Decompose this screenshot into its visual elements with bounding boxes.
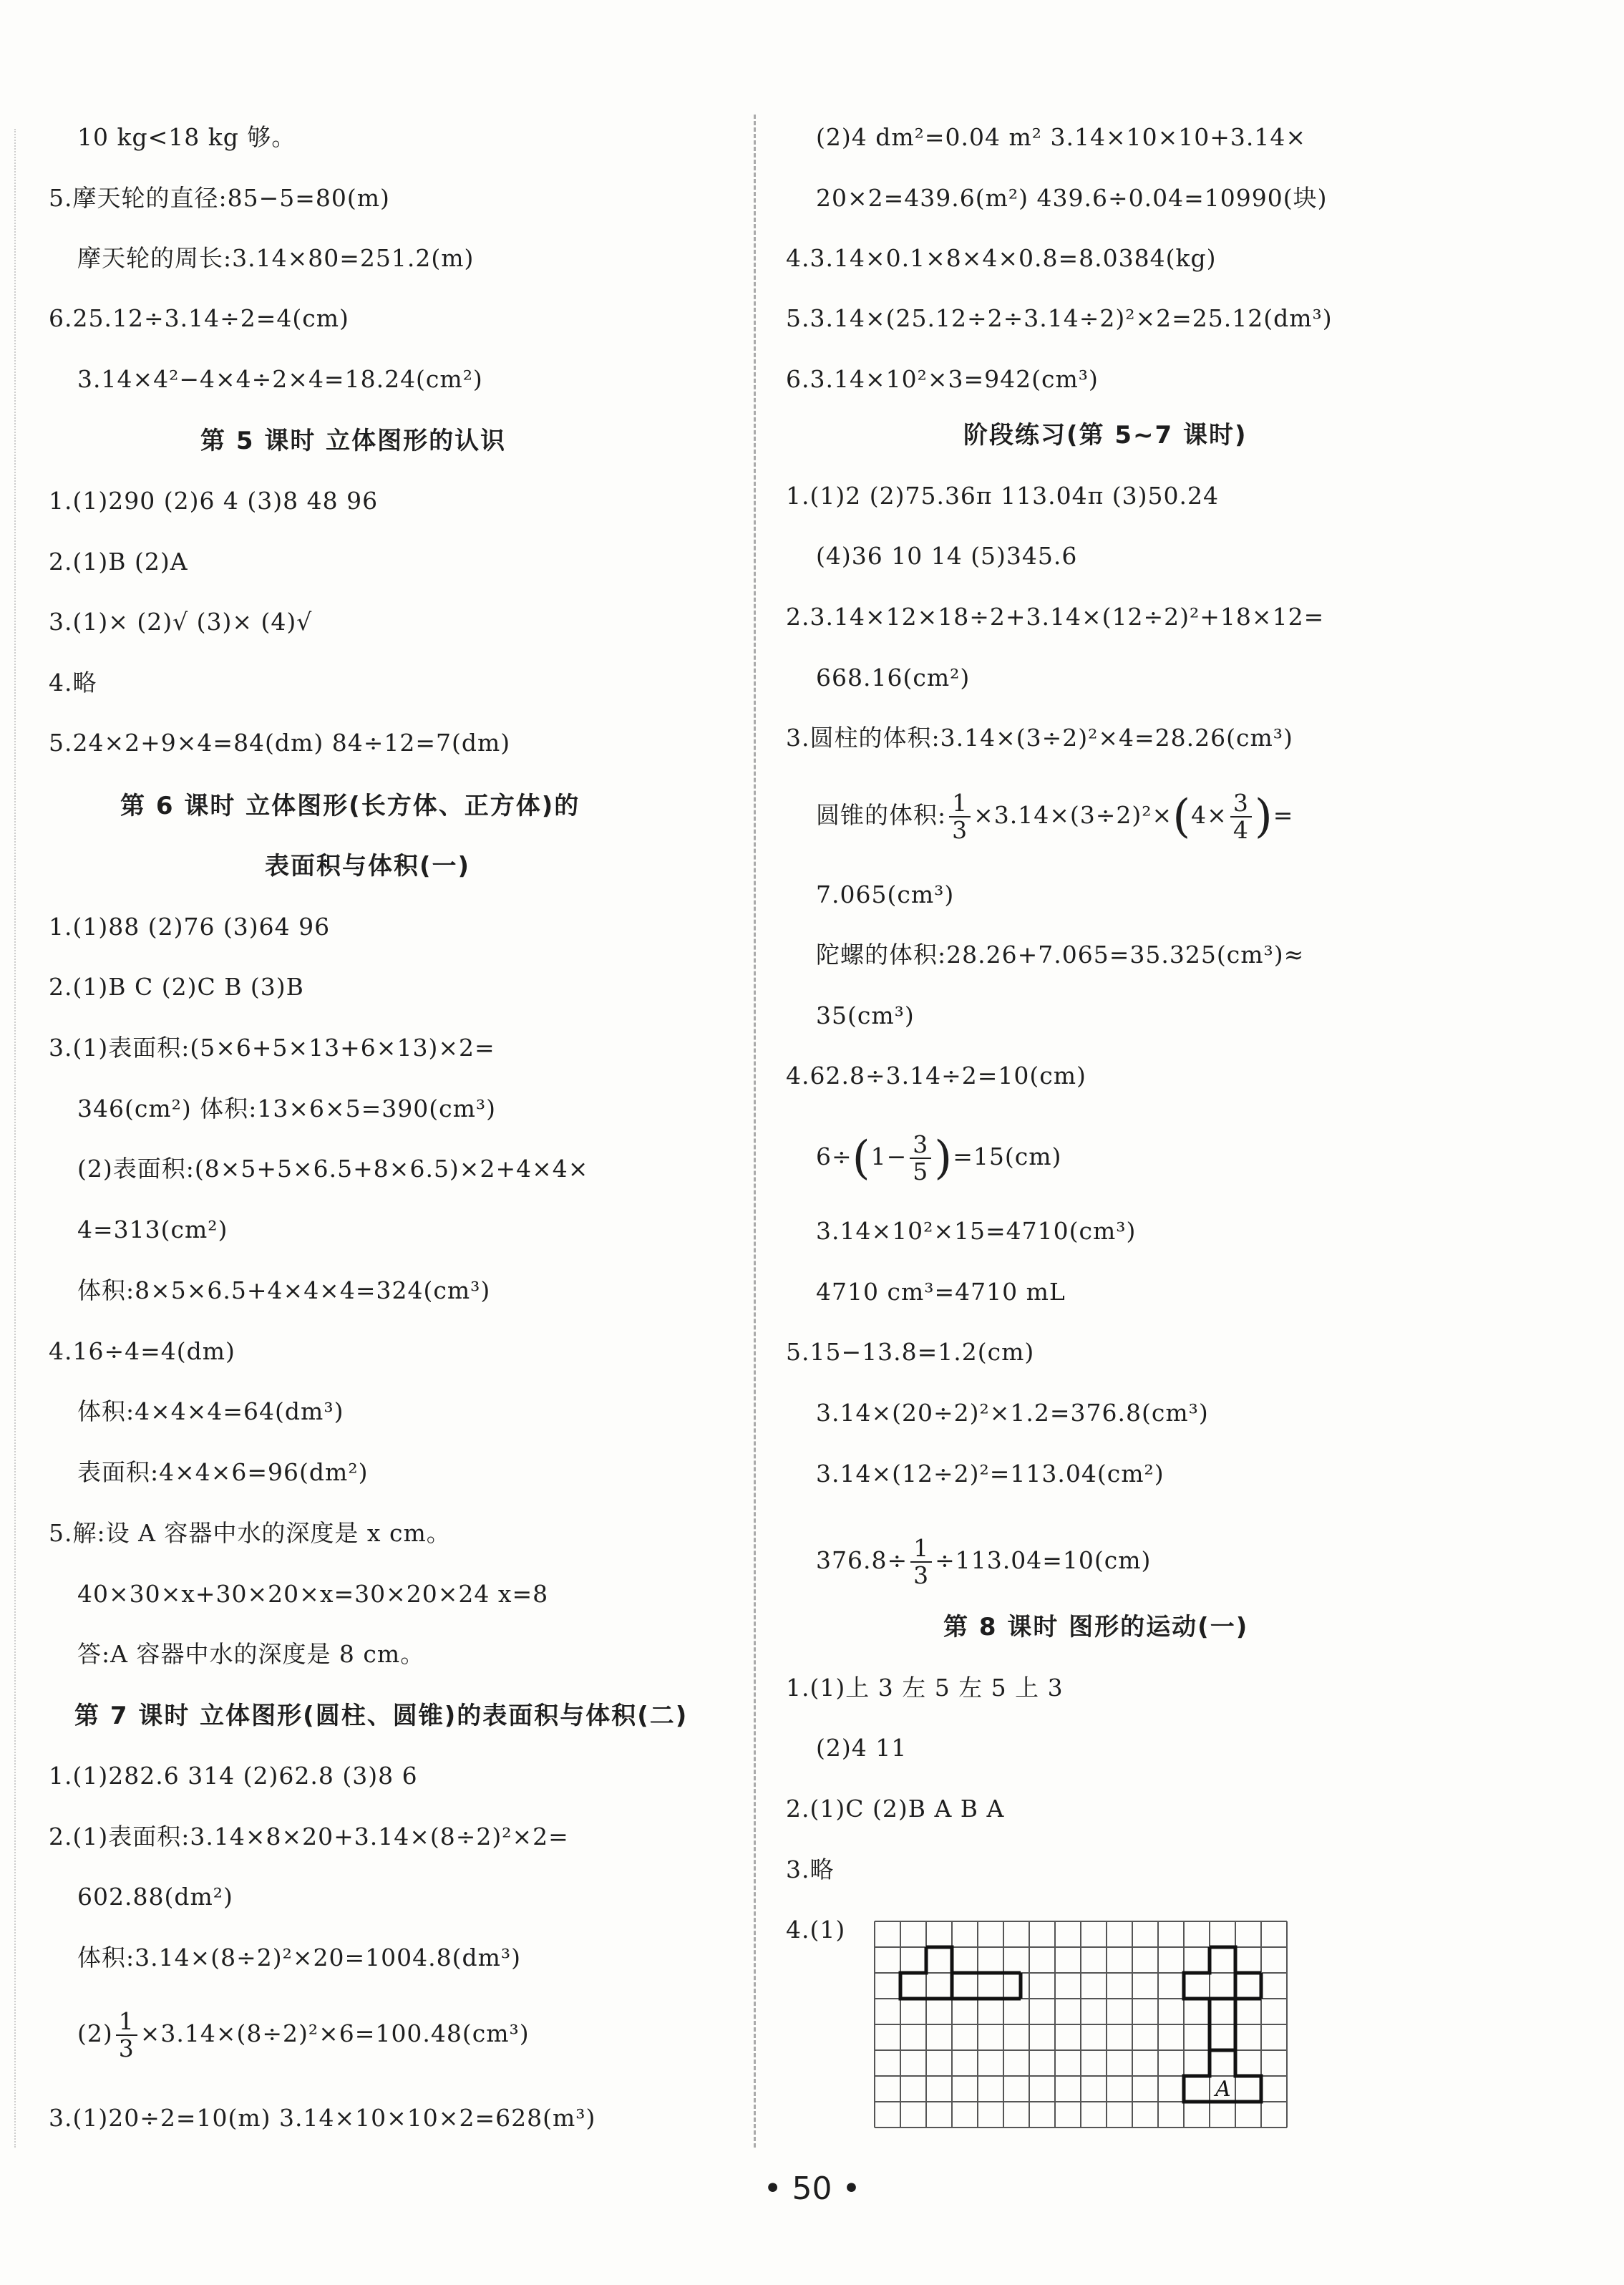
section-heading: 表面积与体积(一) <box>265 852 471 880</box>
text-line: 3.圆柱的体积:3.14×(3÷2)²×4=28.26(cm³) <box>786 724 1293 752</box>
section-heading: 第 8 课时 图形的运动(一) <box>943 1613 1249 1641</box>
text-line: 4.16÷4=4(dm) <box>49 1337 235 1365</box>
text-line: 20×2=439.6(m²) 439.6÷0.04=10990(块) <box>816 184 1328 212</box>
text-line: 5.摩天轮的直径:85−5=80(m) <box>49 184 390 212</box>
text-fragment: 6÷ <box>816 1142 852 1170</box>
numerator: 1 <box>949 790 971 818</box>
text-fragment: (2) <box>77 2019 113 2047</box>
shape-left <box>900 1947 1021 1999</box>
grid-svg <box>866 1913 1300 2135</box>
text-line: 7.065(cm³) <box>816 880 955 908</box>
text-fragment: = <box>1273 801 1294 829</box>
denominator: 3 <box>118 2034 135 2062</box>
numerator: 1 <box>910 1536 932 1563</box>
fraction <box>949 790 971 843</box>
text-line: (4)36 10 14 (5)345.6 <box>816 542 1078 570</box>
text-line: 346(cm²) 体积:13×6×5=390(cm³) <box>77 1095 497 1122</box>
text-line: 3.14×(12÷2)²=113.04(cm²) <box>816 1460 1164 1488</box>
text-fragment: 圆锥的体积: <box>816 801 947 829</box>
text-line: 5.24×2+9×4=84(dm) 84÷12=7(dm) <box>49 729 511 757</box>
text-line: 陀螺的体积:28.26+7.065=35.325(cm³)≈ <box>816 941 1305 969</box>
text-line: 2.3.14×12×18÷2+3.14×(12÷2)²+18×12= <box>786 603 1325 631</box>
text-line: 答:A 容器中水的深度是 8 cm。 <box>77 1640 425 1668</box>
text-line: 4.(1) <box>786 1916 846 1944</box>
text-line: 4.略 <box>49 669 97 697</box>
paren-open: ( <box>852 1132 871 1185</box>
denominator: 3 <box>952 816 968 844</box>
text-line: 4.3.14×0.1×8×4×0.8=8.0384(kg) <box>786 244 1217 272</box>
section-heading: 阶段练习(第 5~7 课时) <box>963 421 1248 450</box>
formula-line <box>816 1536 1151 1588</box>
text-fragment: ×3.14×(8÷2)²×6=100.48(cm³) <box>140 2019 530 2047</box>
text-line: 5.3.14×(25.12÷2÷3.14÷2)²×2=25.12(dm³) <box>786 304 1333 332</box>
fraction <box>116 2009 137 2062</box>
denominator: 5 <box>913 1158 929 1185</box>
text-line: 4.62.8÷3.14÷2=10(cm) <box>786 1062 1086 1090</box>
text-line: 6.25.12÷3.14÷2=4(cm) <box>49 304 349 332</box>
denominator: 3 <box>913 1561 930 1589</box>
fraction <box>1230 790 1252 843</box>
text-line: 2.(1)C (2)B A B A <box>786 1795 1005 1823</box>
text-line: (2)4 dm²=0.04 m² 3.14×10×10+3.14× <box>816 123 1307 151</box>
text-fragment: ÷113.04=10(cm) <box>935 1546 1152 1574</box>
section-heading: 第 5 课时 立体图形的认识 <box>200 427 507 455</box>
numerator: 3 <box>1230 790 1252 818</box>
text-line: 摩天轮的周长:3.14×80=251.2(m) <box>77 244 475 272</box>
text-line: 体积:4×4×4=64(dm³) <box>77 1397 344 1425</box>
text-line: 3.(1)20÷2=10(m) 3.14×10×10×2=628(m³) <box>49 2104 596 2132</box>
page-number: • 50 • <box>763 2170 861 2207</box>
text-line: 表面积:4×4×6=96(dm²) <box>77 1458 369 1486</box>
text-line: 4=313(cm²) <box>77 1216 228 1243</box>
text-fragment: =15(cm) <box>953 1142 1062 1170</box>
fraction <box>910 1132 931 1185</box>
grid-figure <box>866 1913 1300 2138</box>
text-line: 2.(1)表面积:3.14×8×20+3.14×(8÷2)²×2= <box>49 1823 569 1850</box>
text-line: 35(cm³) <box>816 1001 915 1029</box>
text-line: (2)4 11 <box>816 1734 908 1762</box>
text-line: 1.(1)88 (2)76 (3)64 96 <box>49 913 331 941</box>
text-fragment: 4× <box>1191 801 1227 829</box>
text-line: 3.略 <box>786 1855 835 1883</box>
text-line: 体积:8×5×6.5+4×4×4=324(cm³) <box>77 1276 491 1304</box>
text-line: 5.解:设 A 容器中水的深度是 x cm。 <box>49 1519 451 1547</box>
paren-close: ) <box>1254 790 1273 843</box>
text-line: 1.(1)上 3 左 5 左 5 上 3 <box>786 1674 1064 1702</box>
text-line: 2.(1)B (2)A <box>49 548 188 576</box>
text-line: 1.(1)290 (2)6 4 (3)8 48 96 <box>49 487 379 515</box>
paren-open: ( <box>1172 790 1192 843</box>
grid-label-a: A <box>1215 2077 1231 2102</box>
text-line: 40×30×x+30×20×x=30×20×24 x=8 <box>77 1580 549 1608</box>
section-heading: 第 7 课时 立体图形(圆柱、圆锥)的表面积与体积(二) <box>74 1702 689 1730</box>
text-line: 2.(1)B C (2)C B (3)B <box>49 973 304 1001</box>
text-fragment: 1− <box>870 1142 908 1170</box>
fraction <box>910 1536 932 1588</box>
formula-line <box>816 1132 1061 1185</box>
text-line: 6.3.14×10²×3=942(cm³) <box>786 365 1099 393</box>
text-line: 602.88(dm²) <box>77 1883 233 1911</box>
text-line: 3.14×(20÷2)²×1.2=376.8(cm³) <box>816 1399 1209 1427</box>
text-line: 1.(1)282.6 314 (2)62.8 (3)8 6 <box>49 1762 418 1790</box>
text-line: 4710 cm³=4710 mL <box>816 1278 1066 1306</box>
text-line: 5.15−13.8=1.2(cm) <box>786 1338 1035 1366</box>
paren-close: ) <box>934 1132 953 1185</box>
numerator: 3 <box>910 1132 931 1159</box>
text-fragment: ×3.14×(3÷2)²× <box>973 801 1173 829</box>
section-heading: 第 6 课时 立体图形(长方体、正方体)的 <box>120 792 580 820</box>
text-line: 3.14×4²−4×4÷2×4=18.24(cm²) <box>77 365 483 393</box>
text-line: 668.16(cm²) <box>816 664 971 692</box>
text-line: 3.(1)表面积:(5×6+5×13+6×13)×2= <box>49 1034 495 1062</box>
text-line: 3.14×10²×15=4710(cm³) <box>816 1217 1137 1245</box>
text-line: (2)表面积:(8×5+5×6.5+8×6.5)×2+4×4× <box>77 1155 589 1183</box>
numerator: 1 <box>116 2009 137 2036</box>
text-line: 10 kg<18 kg 够。 <box>77 123 296 151</box>
page-edge <box>14 129 16 2148</box>
denominator: 4 <box>1232 816 1249 844</box>
text-line: 1.(1)2 (2)75.36π 113.04π (3)50.24 <box>786 482 1219 510</box>
column-divider <box>754 115 756 2148</box>
text-line: 3.(1)× (2)√ (3)× (4)√ <box>49 608 313 636</box>
text-line: 体积:3.14×(8÷2)²×20=1004.8(dm³) <box>77 1944 522 1971</box>
formula-line <box>816 790 1293 843</box>
text-fragment: 376.8÷ <box>816 1546 908 1574</box>
formula-line <box>77 2009 530 2062</box>
